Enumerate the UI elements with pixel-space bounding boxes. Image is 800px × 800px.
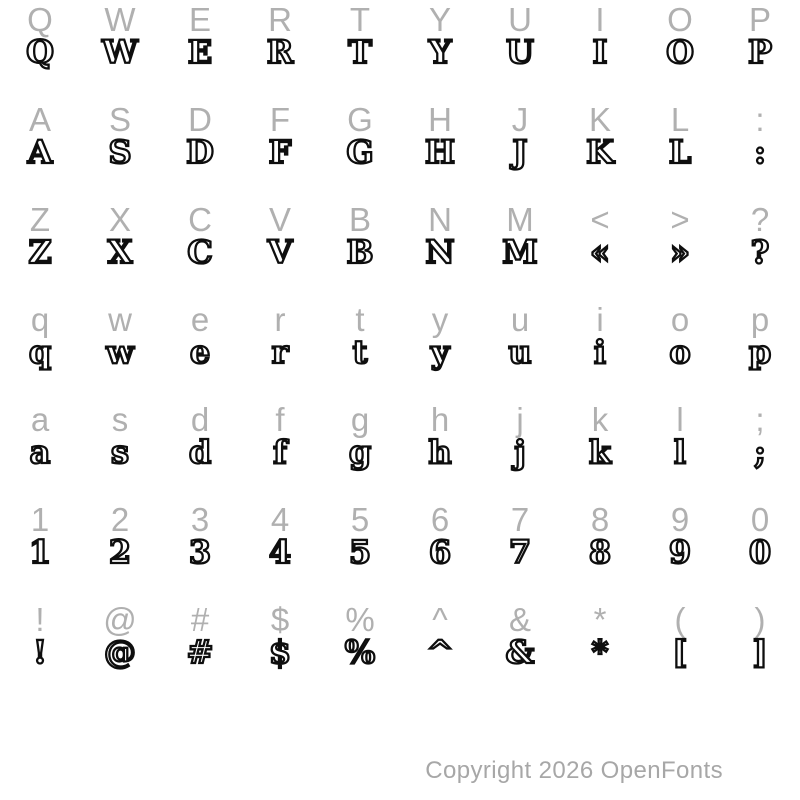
reference-glyph: :	[755, 101, 765, 138]
copyright-text: Copyright 2026 OpenFonts	[425, 757, 723, 784]
reference-glyph: 6	[430, 501, 450, 538]
specimen-row	[0, 200, 800, 300]
reference-glyph: ;	[755, 401, 765, 438]
specimen-glyph: R	[266, 33, 294, 71]
reference-glyph: F	[269, 101, 291, 138]
reference-glyph: f	[275, 401, 285, 438]
specimen-line	[0, 33, 800, 71]
specimen-glyph: ;	[754, 433, 766, 471]
specimen-glyph: B	[346, 233, 374, 271]
reference-glyph: )	[754, 601, 766, 638]
reference-glyph: T	[349, 1, 371, 38]
specimen-glyph: f	[273, 433, 287, 471]
reference-glyph: #	[190, 601, 210, 638]
reference-glyph: l	[676, 401, 684, 438]
reference-glyph: E	[188, 1, 211, 38]
reference-glyph: o	[670, 301, 690, 338]
specimen-glyph: 0	[748, 533, 772, 571]
reference-glyph: W	[104, 1, 136, 38]
specimen-glyph: u	[508, 333, 532, 371]
reference-glyph: <	[590, 201, 610, 238]
reference-glyph: &	[508, 601, 531, 638]
specimen-line	[0, 633, 800, 671]
specimen-glyph: t	[352, 333, 368, 371]
specimen-glyph: 8	[588, 533, 612, 571]
reference-glyph: s	[111, 401, 129, 438]
specimen-glyph: ]	[752, 633, 768, 671]
reference-glyph: %	[345, 601, 375, 638]
specimen-glyph: #	[186, 633, 214, 671]
reference-glyph: L	[670, 101, 690, 138]
reference-glyph: 7	[510, 501, 530, 538]
specimen-glyph: 2	[108, 533, 132, 571]
specimen-glyph: h	[428, 433, 452, 471]
specimen-line	[0, 533, 800, 571]
reference-glyph: 2	[110, 501, 130, 538]
reference-glyph: P	[748, 1, 771, 38]
specimen-glyph: V	[267, 233, 293, 271]
specimen-glyph: q	[28, 333, 52, 371]
specimen-glyph: k	[588, 433, 612, 471]
specimen-line	[0, 133, 800, 171]
specimen-glyph: G	[346, 133, 374, 171]
specimen-glyph: [	[672, 633, 688, 671]
specimen-glyph: 6	[428, 533, 452, 571]
specimen-glyph: ^	[426, 633, 454, 671]
reference-glyph: C	[188, 201, 212, 238]
reference-glyph: y	[431, 301, 449, 338]
reference-glyph: d	[190, 401, 210, 438]
reference-glyph: D	[188, 101, 212, 138]
specimen-glyph: L	[668, 133, 692, 171]
specimen-line	[0, 333, 800, 371]
specimen-glyph: s	[110, 433, 129, 471]
specimen-glyph: C	[187, 233, 213, 271]
reference-glyph: O	[667, 1, 693, 38]
reference-glyph: e	[190, 301, 210, 338]
reference-glyph: I	[595, 1, 605, 38]
reference-glyph: M	[506, 201, 534, 238]
specimen-glyph: W	[102, 33, 138, 71]
reference-glyph: 8	[590, 501, 610, 538]
specimen-glyph: M	[502, 233, 538, 271]
specimen-glyph: 5	[348, 533, 372, 571]
reference-glyph: X	[108, 201, 131, 238]
specimen-glyph: 9	[668, 533, 692, 571]
specimen-glyph: e	[189, 333, 211, 371]
reference-glyph: 3	[190, 501, 210, 538]
specimen-glyph: N	[425, 233, 455, 271]
specimen-glyph: P	[747, 33, 773, 71]
specimen-glyph: w	[106, 333, 134, 371]
specimen-glyph: %	[344, 633, 376, 671]
specimen-row	[0, 300, 800, 400]
reference-glyph: 5	[350, 501, 370, 538]
reference-glyph: 0	[750, 501, 770, 538]
specimen-glyph: E	[187, 33, 213, 71]
reference-glyph: V	[268, 201, 291, 238]
specimen-glyph: O	[666, 33, 694, 71]
specimen-glyph: A	[27, 133, 53, 171]
reference-glyph: J	[511, 101, 529, 138]
specimen-row	[0, 600, 800, 700]
reference-glyph: G	[347, 101, 373, 138]
reference-glyph: (	[674, 601, 686, 638]
specimen-glyph: Q	[26, 33, 54, 71]
reference-glyph: N	[428, 201, 452, 238]
reference-glyph: @	[103, 601, 137, 638]
specimen-glyph: r	[271, 333, 289, 371]
reference-glyph: U	[508, 1, 532, 38]
reference-glyph: 4	[270, 501, 290, 538]
reference-glyph: *	[593, 601, 607, 638]
specimen-glyph: X	[107, 233, 133, 271]
specimen-glyph: «	[590, 233, 610, 271]
reference-glyph: h	[430, 401, 450, 438]
reference-glyph: j	[516, 401, 524, 438]
specimen-glyph: ?	[750, 233, 770, 271]
specimen-glyph: i	[593, 333, 607, 371]
reference-glyph: w	[108, 301, 132, 338]
specimen-row	[0, 400, 800, 500]
specimen-line	[0, 433, 800, 471]
reference-glyph: k	[591, 401, 609, 438]
specimen-glyph: o	[669, 333, 691, 371]
reference-glyph: ^	[432, 601, 448, 638]
reference-glyph: K	[588, 101, 611, 138]
specimen-glyph: T	[348, 33, 372, 71]
specimen-glyph: 7	[508, 533, 532, 571]
reference-glyph: p	[750, 301, 770, 338]
specimen-glyph: :	[754, 133, 766, 171]
specimen-glyph: d	[188, 433, 212, 471]
reference-glyph: r	[274, 301, 286, 338]
specimen-glyph: g	[348, 433, 372, 471]
reference-glyph: g	[350, 401, 370, 438]
specimen-glyph: J	[512, 133, 528, 171]
specimen-glyph: 3	[188, 533, 212, 571]
reference-glyph: 1	[30, 501, 50, 538]
specimen-glyph: j	[514, 433, 526, 471]
reference-glyph: t	[355, 301, 365, 338]
reference-glyph: S	[108, 101, 131, 138]
reference-glyph: A	[28, 101, 51, 138]
specimen-row	[0, 500, 800, 600]
specimen-glyph: S	[108, 133, 132, 171]
specimen-glyph: K	[586, 133, 614, 171]
specimen-glyph: *	[591, 633, 609, 671]
specimen-glyph: a	[29, 433, 51, 471]
specimen-glyph: !	[32, 633, 48, 671]
specimen-glyph: $	[268, 633, 292, 671]
specimen-row	[0, 100, 800, 200]
reference-glyph: i	[596, 301, 604, 338]
specimen-glyph: 4	[268, 533, 292, 571]
specimen-glyph: I	[592, 33, 608, 71]
specimen-glyph: D	[186, 133, 214, 171]
specimen-glyph: »	[670, 233, 690, 271]
reference-glyph: a	[30, 401, 50, 438]
specimen-glyph: 1	[28, 533, 52, 571]
reference-glyph: Z	[29, 201, 51, 238]
specimen-row	[0, 0, 800, 100]
specimen-glyph: &	[505, 633, 535, 671]
specimen-glyph: p	[748, 333, 772, 371]
specimen-glyph: @	[104, 633, 136, 671]
reference-glyph: u	[510, 301, 530, 338]
reference-glyph: Y	[428, 1, 451, 38]
specimen-glyph: U	[506, 33, 534, 71]
reference-glyph: B	[348, 201, 371, 238]
reference-glyph: !	[35, 601, 45, 638]
reference-glyph: Q	[27, 1, 53, 38]
specimen-glyph: y	[430, 333, 450, 371]
specimen-glyph: H	[424, 133, 456, 171]
reference-glyph: >	[670, 201, 690, 238]
specimen-glyph: Y	[428, 33, 452, 71]
specimen-glyph: F	[268, 133, 292, 171]
specimen-glyph: l	[673, 433, 687, 471]
specimen-glyph: Z	[28, 233, 52, 271]
reference-glyph: H	[428, 101, 452, 138]
reference-glyph: R	[268, 1, 292, 38]
reference-glyph: q	[30, 301, 50, 338]
reference-glyph: ?	[750, 201, 770, 238]
reference-glyph: 9	[670, 501, 690, 538]
reference-glyph: $	[270, 601, 290, 638]
specimen-line	[0, 233, 800, 271]
